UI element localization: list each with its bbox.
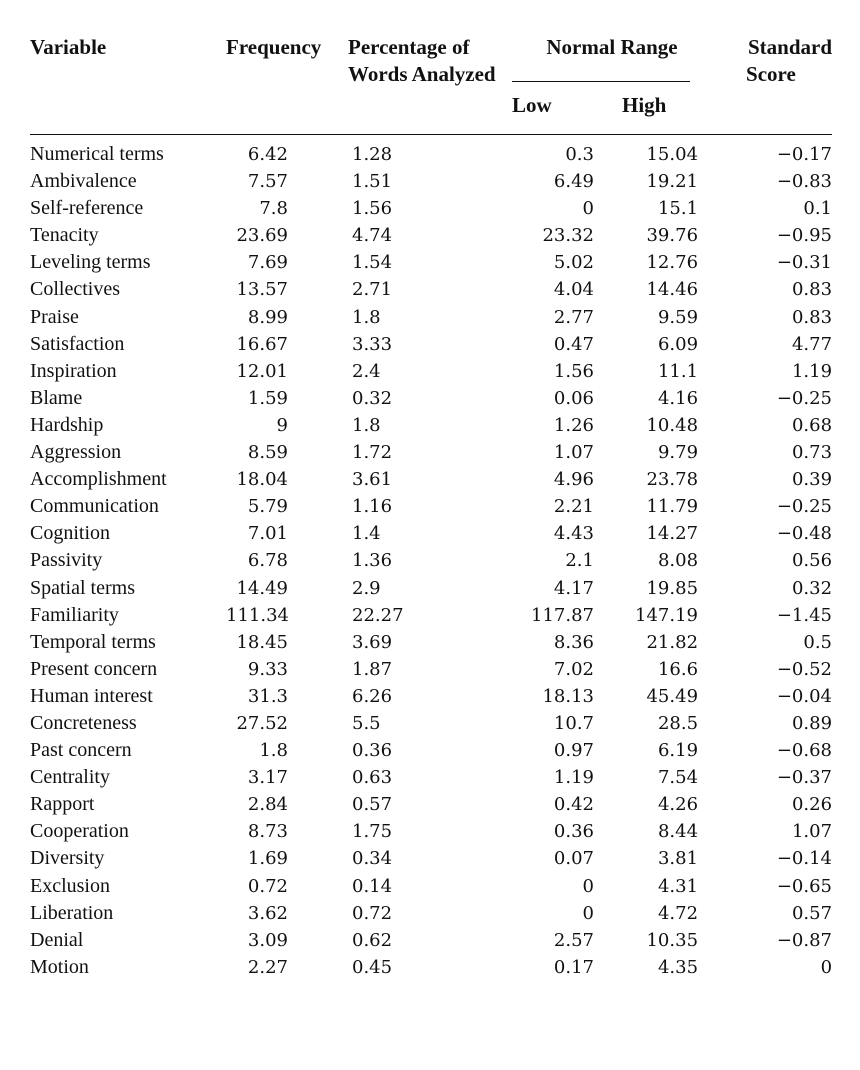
- cell-high: 15.04: [646, 144, 699, 165]
- cell-percentage: 22.27: [352, 604, 404, 626]
- table-row: [30, 304, 832, 331]
- cell-standard-score: −0.68: [776, 740, 833, 762]
- table-body: [30, 141, 832, 981]
- cell-percentage: 0.45: [352, 956, 393, 978]
- cell-percentage: 2.9: [352, 577, 381, 599]
- cell-standard-score: 0.89: [791, 712, 833, 734]
- cell-low: 0: [582, 875, 594, 897]
- cell-variable: Numerical terms: [30, 143, 164, 165]
- cell-standard-score: 0.83: [791, 279, 833, 301]
- cell-frequency: 7.8: [259, 198, 288, 220]
- cell-frequency: 18.45: [236, 631, 288, 653]
- cell-low: 10.7: [553, 712, 594, 734]
- cell-standard-score: −0.52: [776, 658, 833, 680]
- cell-low: 2.21: [553, 496, 594, 518]
- cell-standard-score: −0.48: [776, 523, 833, 545]
- cell-percentage: 1.8: [352, 414, 381, 436]
- cell-standard-score: −0.87: [776, 929, 833, 951]
- cell-standard-score: 0.5: [803, 631, 833, 653]
- table-row: [30, 466, 832, 493]
- cell-frequency: 2.84: [247, 794, 288, 816]
- cell-variable: Blame: [30, 386, 83, 409]
- cell-standard-score: −0.04: [776, 685, 833, 707]
- cell-variable: Self-reference: [30, 197, 144, 220]
- cell-high: 6.09: [657, 333, 699, 355]
- cell-low: 0.42: [553, 794, 594, 816]
- cell-frequency: 8.73: [247, 821, 288, 843]
- header-high: High: [622, 93, 667, 117]
- cell-high: 9.59: [657, 306, 699, 328]
- header-normal-range: Normal Range: [512, 34, 712, 90]
- cell-frequency: 1.59: [247, 387, 288, 409]
- data-table: [30, 34, 832, 981]
- cell-frequency: 3.17: [247, 767, 288, 789]
- cell-variable: Aggression: [30, 441, 122, 464]
- cell-low: 0.36: [553, 821, 594, 843]
- cell-percentage: 1.72: [352, 442, 393, 464]
- cell-percentage: 0.72: [352, 902, 393, 924]
- cell-variable: Praise: [30, 305, 79, 328]
- cell-standard-score: −0.65: [776, 875, 833, 897]
- table-row: [30, 249, 832, 276]
- cell-variable: Liberation: [30, 901, 114, 924]
- cell-high: 3.81: [657, 848, 699, 870]
- cell-variable: Temporal terms: [30, 630, 156, 653]
- subheader-row: [30, 90, 832, 128]
- cell-variable: Cooperation: [30, 820, 129, 843]
- cell-percentage: 3.61: [352, 469, 393, 491]
- table-header: [30, 34, 832, 141]
- cell-frequency: 6.78: [247, 550, 288, 572]
- cell-high: 28.5: [657, 712, 699, 734]
- cell-percentage: 0.36: [352, 740, 393, 762]
- cell-standard-score: −0.25: [776, 387, 833, 409]
- header-standard-line2: Score: [746, 62, 796, 86]
- cell-low: 4.17: [553, 577, 594, 599]
- cell-frequency: 7.69: [247, 252, 288, 274]
- table-row: [30, 602, 832, 629]
- cell-percentage: 0.63: [352, 767, 393, 789]
- cell-variable: Accomplishment: [30, 468, 167, 491]
- cell-percentage: 3.33: [352, 333, 393, 355]
- cell-low: 6.49: [553, 171, 594, 193]
- cell-low: 8.36: [553, 631, 594, 653]
- cell-high: 8.44: [657, 821, 699, 843]
- cell-frequency: 18.04: [236, 469, 288, 491]
- cell-standard-score: 0.26: [791, 794, 833, 816]
- cell-variable: Ambivalence: [30, 170, 137, 193]
- cell-variable: Passivity: [30, 549, 103, 572]
- header-percentage: [288, 34, 512, 90]
- cell-percentage: 1.16: [352, 496, 393, 518]
- cell-high: 4.72: [657, 902, 699, 924]
- cell-high: 147.19: [635, 604, 699, 626]
- header-standard-score: [712, 34, 832, 90]
- header-variable: Variable: [30, 35, 107, 59]
- cell-high: 7.54: [657, 767, 699, 789]
- table-row: [30, 737, 832, 764]
- cell-frequency: 111.34: [226, 604, 289, 626]
- cell-frequency: 31.3: [247, 685, 288, 707]
- table-row: [30, 195, 832, 222]
- cell-percentage: 1.28: [352, 144, 393, 165]
- cell-frequency: 23.69: [236, 225, 288, 247]
- cell-frequency: 8.59: [247, 442, 288, 464]
- cell-percentage: 0.57: [352, 794, 393, 816]
- cell-low: 2.57: [553, 929, 594, 951]
- cell-standard-score: 0.83: [791, 306, 833, 328]
- table-row: [30, 520, 832, 547]
- table-row: [30, 222, 832, 249]
- cell-low: 0.07: [553, 848, 594, 870]
- cell-high: 11.79: [646, 496, 699, 518]
- cell-percentage: 3.69: [352, 631, 393, 653]
- cell-percentage: 6.26: [352, 685, 393, 707]
- cell-standard-score: 0.56: [791, 550, 833, 572]
- cell-high: 15.1: [657, 198, 699, 220]
- header-row: [30, 34, 832, 90]
- cell-variable: Motion: [30, 955, 89, 978]
- table-row: [30, 331, 832, 358]
- cell-percentage: 1.4: [352, 523, 381, 545]
- cell-frequency: 16.67: [236, 333, 288, 355]
- cell-frequency: 7.57: [247, 171, 288, 193]
- cell-high: 4.16: [657, 387, 699, 409]
- cell-high: 16.6: [657, 658, 699, 680]
- table-row: [30, 710, 832, 737]
- cell-percentage: 1.51: [352, 171, 393, 193]
- cell-frequency: 9.33: [247, 658, 288, 680]
- cell-percentage: 0.34: [352, 848, 393, 870]
- cell-frequency: 0.72: [247, 875, 288, 897]
- cell-standard-score: 0: [820, 956, 833, 978]
- cell-percentage: 0.32: [352, 387, 393, 409]
- cell-low: 1.19: [553, 767, 594, 789]
- cell-standard-score: 1.07: [791, 821, 833, 843]
- cell-high: 39.76: [646, 225, 699, 247]
- cell-percentage: 1.75: [352, 821, 393, 843]
- table-row: [30, 575, 832, 602]
- cell-variable: Diversity: [30, 847, 105, 870]
- cell-frequency: 8.99: [247, 306, 288, 328]
- cell-variable: Denial: [30, 928, 84, 951]
- table-row: [30, 791, 832, 818]
- cell-frequency: 1.69: [247, 848, 288, 870]
- cell-variable: Concreteness: [30, 711, 137, 734]
- cell-variable: Tenacity: [30, 224, 99, 247]
- cell-high: 10.48: [646, 414, 699, 436]
- cell-high: 19.21: [646, 171, 699, 193]
- cell-high: 19.85: [646, 577, 699, 599]
- cell-percentage: 1.54: [352, 252, 393, 274]
- cell-standard-score: 0.39: [791, 469, 833, 491]
- cell-high: 8.08: [657, 550, 699, 572]
- cell-frequency: 12.01: [236, 360, 288, 382]
- cell-high: 45.49: [646, 685, 699, 707]
- cell-frequency: 27.52: [236, 712, 288, 734]
- cell-high: 9.79: [657, 442, 699, 464]
- cell-variable: Hardship: [30, 413, 104, 436]
- cell-standard-score: 4.77: [791, 333, 833, 355]
- cell-high: 14.46: [646, 279, 699, 301]
- cell-standard-score: −0.14: [776, 848, 833, 870]
- cell-low: 117.87: [531, 604, 594, 626]
- cell-low: 7.02: [553, 658, 594, 680]
- table-row: [30, 927, 832, 954]
- cell-high: 12.76: [646, 252, 699, 274]
- cell-frequency: 7.01: [247, 523, 288, 545]
- cell-low: 2.77: [553, 306, 594, 328]
- cell-low: 0.3: [565, 144, 594, 165]
- cell-percentage: 1.36: [352, 550, 393, 572]
- table-row: [30, 168, 832, 195]
- cell-variable: Human interest: [30, 684, 153, 707]
- table-row: [30, 141, 832, 168]
- cell-percentage: 0.14: [352, 875, 393, 897]
- cell-standard-score: 1.19: [791, 360, 833, 382]
- cell-frequency: 5.79: [247, 496, 288, 518]
- cell-standard-score: 0.1: [803, 198, 833, 220]
- cell-low: 1.26: [553, 414, 594, 436]
- cell-low: 5.02: [553, 252, 594, 274]
- cell-high: 4.35: [657, 956, 699, 978]
- table-row: [30, 439, 832, 466]
- cell-variable: Centrality: [30, 766, 110, 789]
- cell-variable: Inspiration: [30, 359, 117, 382]
- cell-variable: Communication: [30, 495, 159, 518]
- cell-variable: Exclusion: [30, 874, 110, 897]
- table-row: [30, 493, 832, 520]
- cell-frequency: 13.57: [236, 279, 288, 301]
- table-row: [30, 764, 832, 791]
- cell-high: 23.78: [646, 469, 699, 491]
- header-frequency: Frequency: [226, 35, 322, 59]
- cell-percentage: 5.5: [352, 712, 381, 734]
- table-row: [30, 276, 832, 303]
- table-row: [30, 412, 832, 439]
- cell-high: 4.26: [657, 794, 699, 816]
- cell-low: 0.97: [553, 740, 594, 762]
- normal-range-rule: [512, 81, 690, 82]
- cell-high: 14.27: [646, 523, 699, 545]
- cell-variable: Rapport: [30, 793, 95, 816]
- table-row: [30, 656, 832, 683]
- cell-low: 18.13: [542, 685, 594, 707]
- cell-variable: Present concern: [30, 657, 158, 680]
- cell-variable: Cognition: [30, 522, 111, 545]
- cell-frequency: 14.49: [236, 577, 288, 599]
- cell-variable: Satisfaction: [30, 332, 125, 355]
- cell-percentage: 0.62: [352, 929, 393, 951]
- cell-high: 10.35: [646, 929, 699, 951]
- cell-variable: Leveling terms: [30, 251, 151, 274]
- cell-low: 0: [582, 902, 594, 924]
- cell-standard-score: −0.83: [776, 171, 833, 193]
- cell-frequency: 6.42: [247, 144, 288, 165]
- cell-low: 4.04: [553, 279, 594, 301]
- cell-standard-score: 0.73: [791, 442, 833, 464]
- header-percentage-line1: Percentage of: [348, 35, 470, 59]
- table-row: [30, 818, 832, 845]
- cell-high: 11.1: [657, 360, 699, 382]
- cell-low: 23.32: [542, 225, 594, 247]
- cell-frequency: 9: [276, 414, 288, 436]
- cell-low: 4.43: [553, 523, 594, 545]
- cell-low: 0: [582, 198, 594, 220]
- cell-variable: Past concern: [30, 739, 132, 762]
- header-percentage-line2: Words Analyzed: [348, 62, 496, 86]
- cell-standard-score: −0.25: [776, 496, 833, 518]
- table-row: [30, 547, 832, 574]
- cell-low: 0.17: [553, 956, 594, 978]
- cell-frequency: 2.27: [247, 956, 288, 978]
- cell-high: 21.82: [646, 631, 699, 653]
- table-row: [30, 385, 832, 412]
- cell-percentage: 1.87: [352, 658, 393, 680]
- cell-standard-score: 0.57: [791, 902, 833, 924]
- cell-percentage: 4.74: [352, 225, 393, 247]
- cell-low: 4.96: [553, 469, 594, 491]
- table-row: [30, 900, 832, 927]
- table-row: [30, 873, 832, 900]
- cell-percentage: 1.56: [352, 198, 393, 220]
- cell-standard-score: −0.37: [776, 767, 833, 789]
- cell-standard-score: −0.31: [776, 252, 833, 274]
- cell-frequency: 3.09: [247, 929, 288, 951]
- table-row: [30, 683, 832, 710]
- cell-variable: Spatial terms: [30, 576, 135, 599]
- cell-standard-score: −1.45: [776, 604, 833, 626]
- cell-high: 6.19: [657, 740, 699, 762]
- cell-standard-score: 0.32: [791, 577, 833, 599]
- data-table-container: [30, 34, 832, 981]
- cell-variable: Familiarity: [30, 603, 119, 626]
- header-standard-line1: Standard: [747, 35, 833, 59]
- cell-percentage: 2.4: [352, 360, 381, 382]
- table-row: [30, 629, 832, 656]
- cell-frequency: 3.62: [247, 902, 288, 924]
- cell-standard-score: 0.68: [791, 414, 833, 436]
- table-row: [30, 358, 832, 385]
- cell-low: 0.06: [553, 387, 594, 409]
- table-row: [30, 954, 832, 981]
- cell-standard-score: −0.95: [776, 225, 833, 247]
- cell-percentage: 2.71: [352, 279, 393, 301]
- cell-low: 0.47: [553, 333, 594, 355]
- header-low: Low: [512, 93, 552, 117]
- cell-frequency: 1.8: [259, 740, 288, 762]
- cell-low: 1.07: [553, 442, 594, 464]
- cell-low: 2.1: [565, 550, 594, 572]
- cell-standard-score: −0.17: [776, 144, 833, 165]
- cell-percentage: 1.8: [352, 306, 381, 328]
- cell-variable: Collectives: [30, 278, 120, 301]
- table-row: [30, 845, 832, 872]
- cell-low: 1.56: [553, 360, 594, 382]
- cell-high: 4.31: [657, 875, 699, 897]
